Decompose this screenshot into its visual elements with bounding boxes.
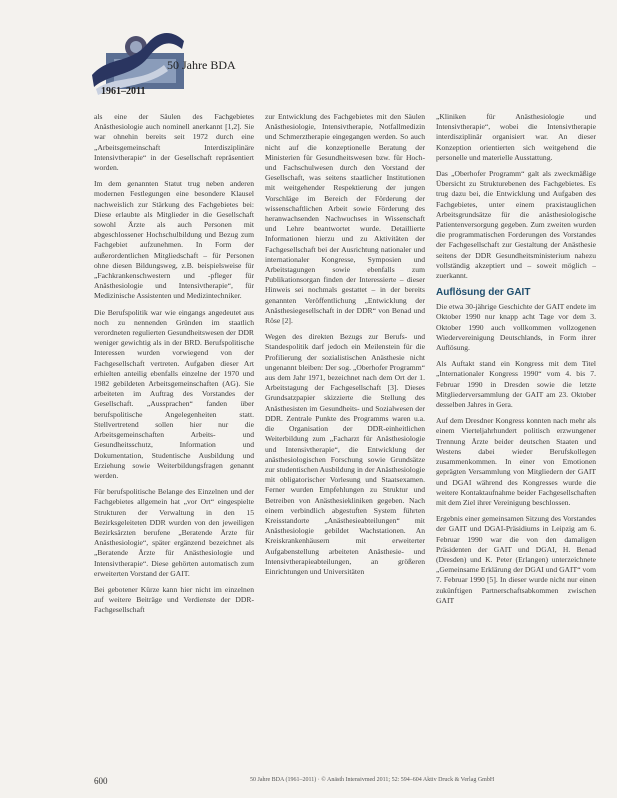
paragraph: Wegen des direkten Bezugs zur Berufs- und Standespolitik darf jedoch ein Meilenstein für die Profilierung der sozialistischen Anästhesie nicht ungenannt bleiben: Der sog. „Oberhofer Programm“ aus dem Jahr 1971, bezeichnet nach dem Ort der 1. Arbeitstagung der Fachgesellschaft [3]. Dieses Grundsatzpapier skizzierte die Stellung des Anästhesisten im Gesundheits- und Sozialwesen der DDR. Zentrale Punkte des Programms waren u.a. die Organisation der DDR-einheitlichen Weiterbildung zum „Facharzt für Anästhesiologie und Intensivtherapie“, die Entwicklung der anästhesiologischen Forschung sowie Grundsätze zur studentischen Ausbildung in der Anästhesiologie mit obligatorischer Vorlesung und Staatsexamen. Ferner wurden Empfehlungen zu Struktur und Betreiben von Anästhesiekliniken gegeben. Nach einem verbindlich abgestuften System führten Kreisstandorte „Anästhesieabteilungen“ mit Anästhesiologie gebildet Wachstationen. An Kreiskrankenhäusern mit erweiterter Aufgabenstellung arbeiteten Anästhesie- und Intensivtherapieabteilungen, an größeren Einrichtungen und Universitäten: [265, 332, 425, 576]
text-column-right: [436, 112, 596, 767]
paragraph: Die Berufspolitik war wie eingangs angedeutet aus noch zu nennenden Gründen im staatlich verordneten regulierten Gesundheitswesen der DDR weniger gewichtig als in der BRD. Berufspolitische Interessen wurden vorwiegend von der Fachgesellschaft vertreten. Aufgaben dieser Art erhielten anteilig ebenfalls einzelne der 1970 und 1982 gebildeten Arbeitsgemeinschaften (AG). Sie arbeiteten im Auftrag des Vorstandes der Gesellschaft. „Aussprachen“ fanden über berufspolitische Angelegenheiten statt. Stellvertretend sollen hier nur die Arbeitsgemeinschaften Arbeits- und Gesundheitsschutz, Information und Dokumentation, Studentische Ausbildung und Erziehung sowie Weiterbildungsfragen genannt werden.: [94, 307, 254, 480]
paragraph: Für berufspolitische Belange des Einzelnen und der Fachgebietes allgemein hat „vor Ort“ eingespielte Strukturen der Verwaltung in den 15 Bezirksgeleiteten DDR wurden von den jeweiligen Bezirksärzten berufene „Beratende Ärzte für Anästhesiologie“, später ergänzend bezeichnet als „Beratende Ärzte für Anästhesiologie und Intensivtherapie“. Diese gehörten automatisch zum erweiterten Vorstand der GAIT.: [94, 487, 254, 578]
page-header-title: 50 Jahre BDA: [167, 58, 236, 72]
text-column-middle: [265, 112, 425, 767]
page-number: 600: [94, 776, 108, 786]
page-footer: [0, 770, 617, 798]
paragraph: „Kliniken für Anästhesiologie und Intensivtherapie“, wobei die Intensivtherapie interdisziplinär organisiert war. An dieser Konzeption orientierten sich weitgehend die personelle und materielle Ausstattung.: [436, 112, 596, 162]
paragraph: Ergebnis einer gemeinsamen Sitzung des Vorstandes der GAIT und DGAI-Präsidiums in Leipzig am 6. Februar 1990 war die von den damaligen Präsidenten der GAIT und DGAI, H. Benad (Dresden) und K. Peter (Erlangen) unterzeichnete „Gemeinsame Erklärung der DGAI und GAIT“ vom 7. Februar 1990 [5]. In dieser wurde nicht nur einen zukünftigen Partnerschaftsabkommen zwischen GAIT: [436, 514, 596, 605]
paragraph: Auf dem Dresdner Kongress konnten nach mehr als einem Vierteljahrhundert politisch erzwungener Trennung Ärzte beider deutschen Staaten und Westens dabei wieder Berufskollegen zusammenkommen. In einer von Emotionen geprägten Versammlung von Mitgliedern der GAIT und DGAI während des Kongresses wurde die weitere Kontaktaufnahme beider Fachgesellschaften mit dem Ziel ihrer Vereinigung beschlossen.: [436, 416, 596, 507]
paragraph: Bei gebotener Kürze kann hier nicht im einzelnen auf weitere Beiträge und Verdienste der DDR-Fachgesellschaft: [94, 584, 254, 615]
paragraph: Die etwa 30-jährige Geschichte der GAIT endete im Oktober 1990 nur knapp acht Tage vor dem 3. Oktober 1990 auch vollkommen vollzogenen Wiedervereinigung Deutschlands, in Form ihrer Auflösung.: [436, 302, 596, 353]
text-column-left: [94, 112, 254, 767]
paragraph: als eine der Säulen des Fachgebietes Anästhesiologie auch nominell anerkannt [1,2]. Sie war ohnehin bereits seit 1972 durch eine „Arbeitsgemeinschaft Interdisziplinäre Intensivtherapie“ in der Gesellschaft repräsentiert worden.: [94, 112, 254, 173]
paragraph: Das „Oberhofer Programm“ galt als zweckmäßige Übersicht zu Strukturebenen des Fachgebietes. Es trug dazu bei, die Entwicklung und Aufgaben des Fachgebietes, unter einem praxistauglichen Arbeitsgrundsätze für die anästhesiologische Patientenversorgung gegeben. Zum zweiten wurden die programmatischen Forderungen des Vorstandes der Fachgesellschaft zur Gestaltung der Anästhesie seitens der DDR Gesundheitsministerium nahezu vollständig akzeptiert und – soweit möglich – zuerkannt.: [436, 169, 596, 281]
paragraph: Als Auftakt stand ein Kongress mit dem Titel „Internationaler Kongress 1990“ vom 4. bis 7. Februar 1990 in Dresden sowie die letzte Mitgliederversammlung der GAIT am 23. Oktober desselben Jahres in Gera.: [436, 359, 596, 410]
paragraph: Im dem genannten Statut trug neben anderen modernen Festlegungen eine besondere Klausel nachweislich zur Stärkung des Fachgebietes bei: Diese erlaubte als Mitglieder in die Gesellschaft sowohl Ärzte als auch Personen mit abgeschlossener Hochschulbildung und Bezug zum Fachgebiet aufzunehmen. In Form der außerordentlichen Mitgliedschaft – für Personen ohne diesen Bildungsweg, z.B. beispielsweise für „Fachkrankenschwestern und -pfleger für Anästhesiologie und Intensivtherapie“, für Medizinische Assistenten und Medizintechniker.: [94, 179, 254, 301]
article-body: [94, 112, 601, 767]
logo-years: 1961–2011: [101, 86, 146, 97]
section-heading: Auflösung der GAIT: [436, 287, 531, 299]
page-header: [0, 0, 617, 110]
footer-citation: 50 Jahre BDA (1961–2011) · © Anästh Intensivmed 2011; 52: 594–604 Aktiv Druck & Verlag GmbH: [250, 777, 495, 783]
paragraph: zur Entwicklung des Fachgebietes mit den Säulen Anästhesiologie, Intensivtherapie, Notfallmedizin und Schmerztherapie eingegangen werden. So auch nicht auf die konzeptionelle Beratung der Ministerien für Gesundheitswesen bzw. für Hoch- und Fachschulwesen durch den Vorstand der Gesellschaft, was seitens staatlicher Institutionen mit weitgehender Respektierung der jungen Vorschläge im Bereich der Förderung der wissenschaftlichen Arbeit sowie Förderung des heranwachsenden Nachwuchses in Wissenschaft und Lehre beantwortet wurde. Detaillierte Informationen hierzu und zu Aktivitäten der Fachgesellschaft bei der Ausrichtung nationaler und internationaler Kongresse, Symposien und Arbeitstagungen sowie ebenfalls zum Publikationsorgan finden der Interessierte – dieser Hinweis sei nochmals gestattet – in der bereits genannten Veröffentlichung „Entwicklung der Anästhesiegesellschaft in der DDR“ von Benad und Röse [2].: [265, 112, 425, 326]
